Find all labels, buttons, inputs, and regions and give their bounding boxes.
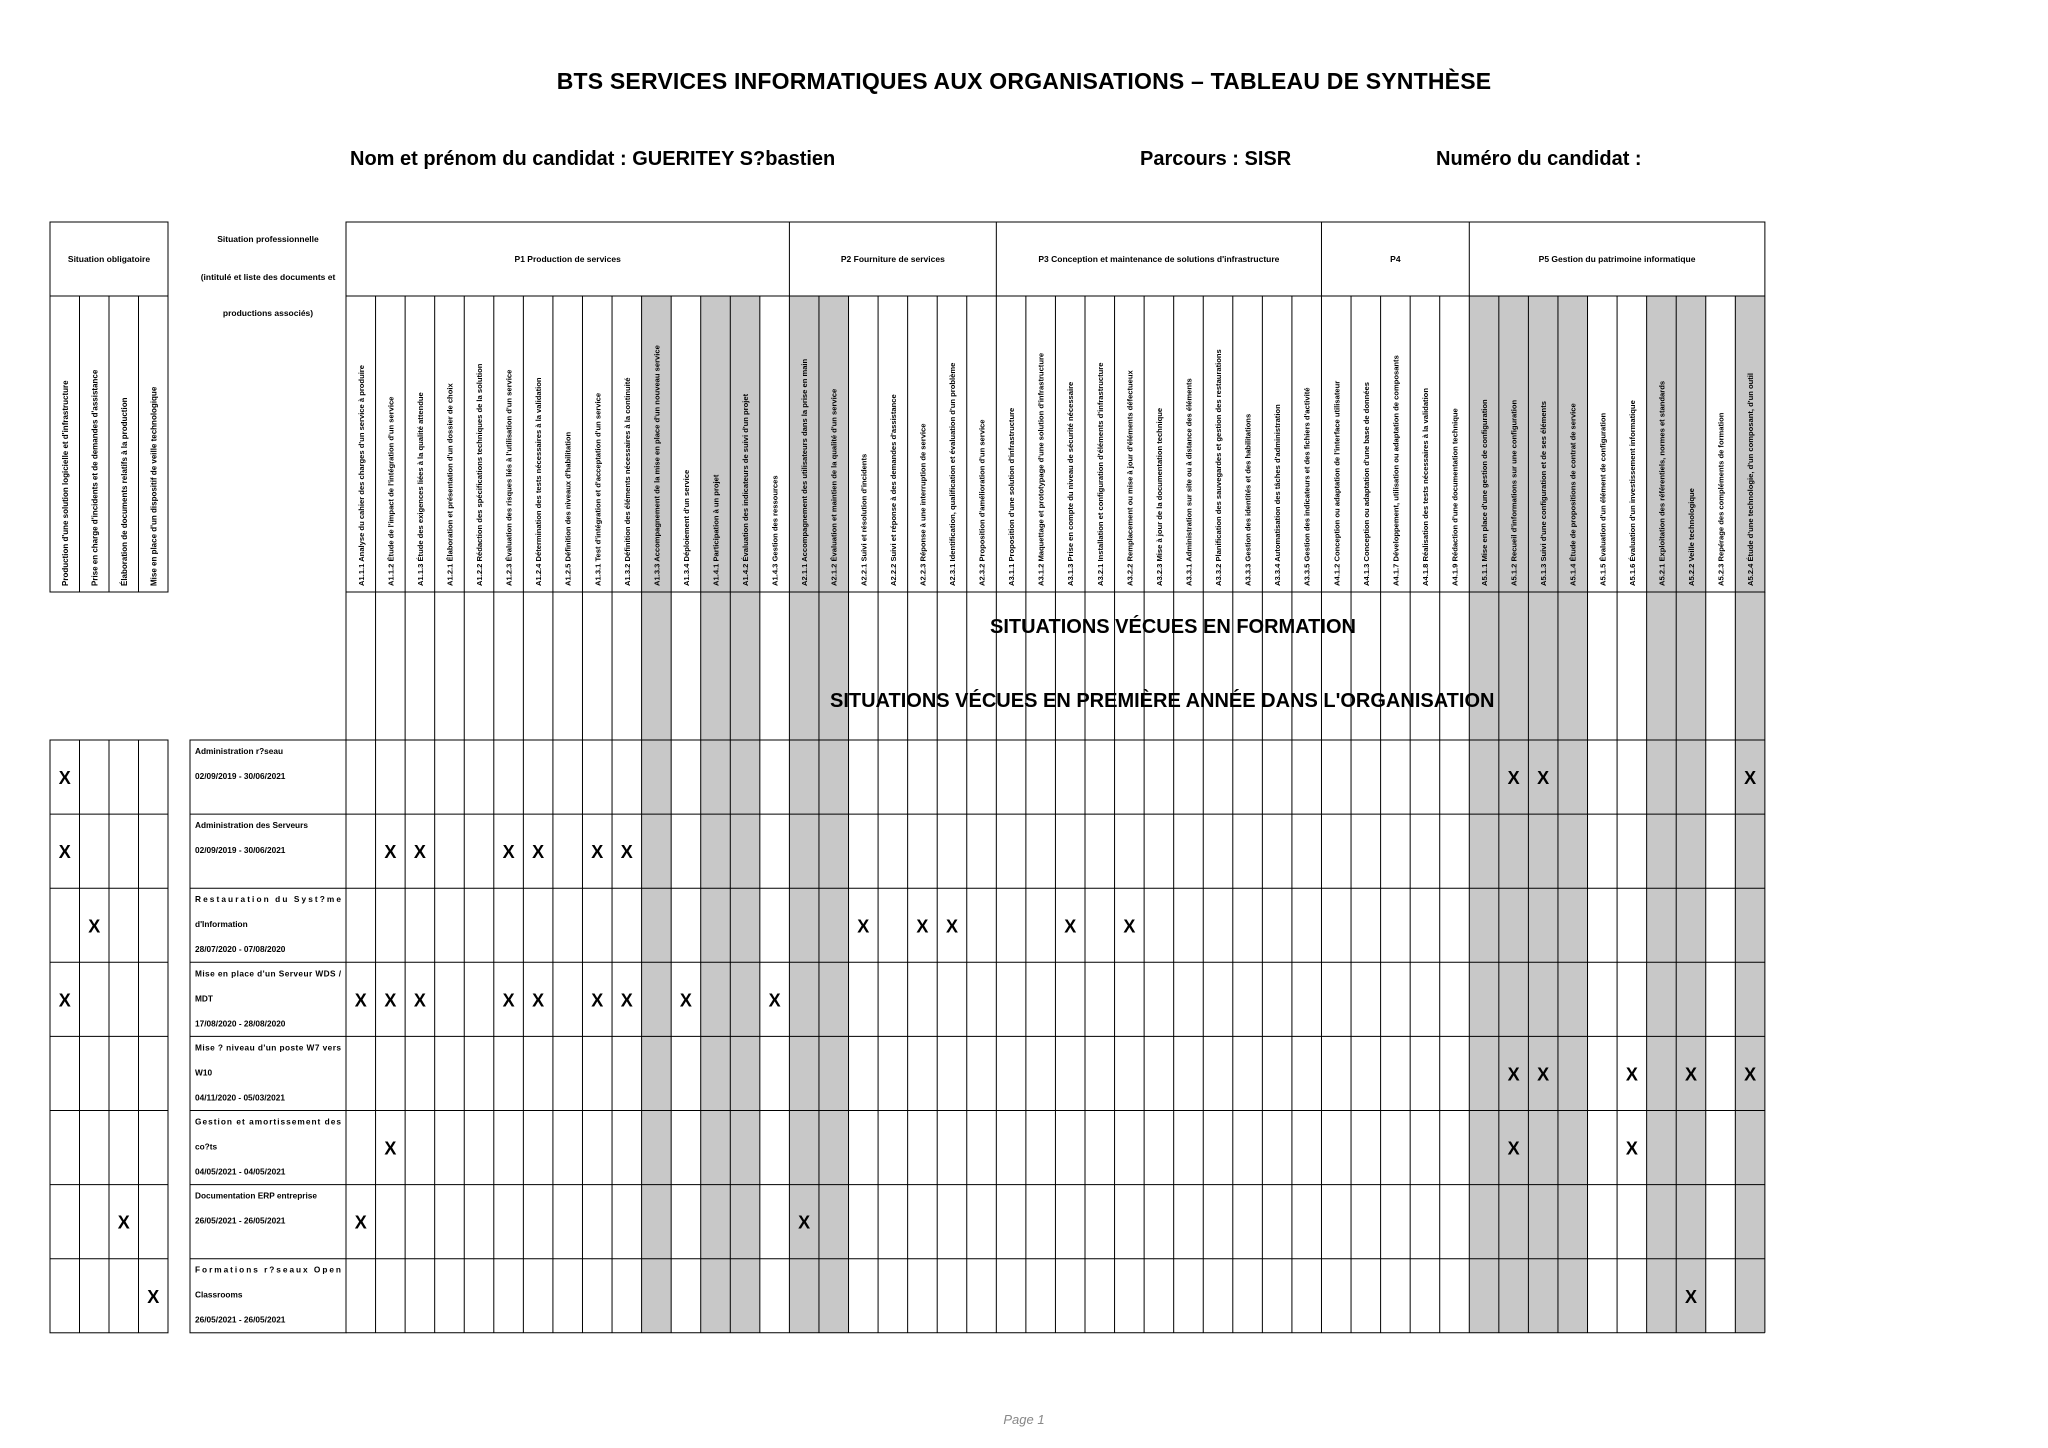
page-title: BTS SERVICES INFORMATIQUES AUX ORGANISATIONS – TABLEAU DE SYNTHÈSE bbox=[556, 68, 1492, 94]
competency-mark: X bbox=[1123, 916, 1136, 937]
situation-title: Restauration du Syst?me bbox=[195, 894, 341, 905]
competency-mark: X bbox=[798, 1212, 811, 1233]
competency-mark: X bbox=[1744, 1064, 1757, 1085]
candidate-number: Numéro du candidat : bbox=[1436, 148, 1642, 170]
competency-mark: X bbox=[413, 990, 426, 1011]
competency-label: A2.1.2 Évaluation et maintien de la qualité d'un service bbox=[829, 388, 839, 586]
competency-label: A1.2.4 Détermination des tests nécessaires à la validation bbox=[534, 377, 544, 586]
competency-mark: X bbox=[1064, 916, 1077, 937]
competency-mark: X bbox=[413, 842, 426, 863]
competency-label: A2.1.1 Accompagnement des utilisateurs dans la prise en main bbox=[800, 358, 810, 586]
competency-mark: X bbox=[679, 990, 692, 1011]
situation-header-line: productions associés) bbox=[222, 308, 314, 318]
candidate-name: Nom et prénom du candidat : GUERITEY S?bastien bbox=[350, 148, 836, 170]
competency-mark: X bbox=[502, 990, 515, 1011]
situation-dates: 02/09/2019 - 30/06/2021 bbox=[195, 771, 286, 781]
competency-mark: X bbox=[384, 1138, 397, 1159]
competency-label: A5.1.4 Étude de propositions de contrat de service bbox=[1568, 403, 1578, 586]
process-group-header: P2 Fourniture de services bbox=[840, 254, 945, 264]
competency-label: A3.2.3 Mise à jour de la documentation technique bbox=[1154, 407, 1164, 586]
competency-mark: X bbox=[768, 990, 781, 1011]
situation-dates: 26/05/2021 - 26/05/2021 bbox=[195, 1215, 286, 1226]
situation-title: Classrooms bbox=[195, 1289, 243, 1300]
competency-mark: X bbox=[916, 916, 929, 937]
competency-label: A1.2.3 Évaluation des risques liés à l'utilisation d'un service bbox=[504, 369, 514, 586]
competency-mark: X bbox=[1684, 1286, 1697, 1307]
competency-mark: X bbox=[354, 1212, 367, 1233]
competency-mark: X bbox=[532, 990, 545, 1011]
mandatory-column-label: Mise en place d'un dispositif de veille technologique bbox=[149, 386, 159, 586]
competency-label: A5.2.4 Étude d'une technologie, d'un composant, d'un outil bbox=[1746, 373, 1756, 586]
competency-label: A5.1.2 Recueil d'informations sur une configuration bbox=[1509, 399, 1519, 586]
competency-mark: X bbox=[620, 842, 633, 863]
competency-label: A4.1.8 Réalisation des tests nécessaires à la validation bbox=[1420, 388, 1430, 586]
competency-label: A4.1.2 Conception ou adaptation de l'interface utilisateur bbox=[1332, 380, 1342, 586]
competency-label: A4.1.7 Développement, utilisation ou adaptation de composants bbox=[1391, 355, 1401, 586]
situation-dates: 04/05/2021 - 04/05/2021 bbox=[195, 1166, 286, 1177]
competency-mark: X bbox=[384, 842, 397, 863]
situation-title: Administration des Serveurs bbox=[195, 820, 308, 831]
competency-mark: X bbox=[591, 990, 604, 1011]
competency-label: A3.3.4 Automatisation des tâches d'administration bbox=[1273, 404, 1283, 586]
situation-dates: 04/11/2020 - 05/03/2021 bbox=[195, 1092, 285, 1103]
process-group-header: P1 Production de services bbox=[514, 254, 621, 264]
competency-label: A1.1.3 Étude des exigences liées à la qualité attendue bbox=[415, 392, 425, 586]
section-title-first-year: SITUATIONS VÉCUES EN PREMIÈRE ANNÉE DANS L'ORGANISATION bbox=[830, 690, 1495, 712]
competency-mark: X bbox=[1507, 768, 1520, 789]
competency-label: A5.1.1 Mise en place d'une gestion de configuration bbox=[1480, 399, 1490, 586]
mandatory-mark: X bbox=[117, 1212, 130, 1233]
mandatory-mark: X bbox=[58, 842, 71, 863]
competency-label: A3.2.2 Remplacement ou mise à jour d'éléments défectueux bbox=[1125, 370, 1135, 586]
situation-title: Administration r?seau bbox=[195, 746, 284, 756]
competency-mark: X bbox=[945, 916, 958, 937]
competency-label: A5.1.5 Évaluation d'un élément de configuration bbox=[1598, 412, 1608, 586]
competency-label: A5.2.2 Veille technologique bbox=[1686, 488, 1696, 586]
mandatory-column-label: Prise en charge d'incidents et de demandes d'assistance bbox=[90, 369, 100, 586]
competency-label: A3.1.1 Proposition d'une solution d'infrastructure bbox=[1007, 407, 1017, 586]
mandatory-column-label: Élaboration de documents relatifs à la production bbox=[119, 397, 129, 586]
competency-mark: X bbox=[354, 990, 367, 1011]
competency-label: A1.2.1 Élaboration et présentation d'un dossier de choix bbox=[445, 383, 455, 586]
situation-header-line: (intitulé et liste des documents et bbox=[200, 272, 336, 282]
competency-label: A1.4.3 Gestion des ressources bbox=[770, 475, 780, 586]
competency-label: A4.1.9 Rédaction d'une documentation technique bbox=[1450, 408, 1460, 586]
candidate-track: Parcours : SISR bbox=[1140, 148, 1292, 170]
situation-title: Gestion et amortissement des bbox=[195, 1116, 341, 1127]
competency-label: A5.1.6 Évaluation d'un investissement informatique bbox=[1627, 400, 1637, 586]
competency-label: A2.3.2 Proposition d'amélioration d'un service bbox=[977, 419, 987, 586]
situation-dates: 17/08/2020 - 28/08/2020 bbox=[195, 1018, 286, 1029]
competency-label: A1.4.2 Évaluation des indicateurs de suivi d'un projet bbox=[741, 393, 751, 586]
competency-label: A1.1.2 Étude de l'impact de l'intégration d'un service bbox=[386, 396, 396, 586]
competency-label: A4.1.3 Conception ou adaptation d'une base de données bbox=[1361, 382, 1371, 586]
mandatory-mark: X bbox=[58, 768, 71, 789]
competency-label: A1.3.2 Définition des éléments nécessaires à la continuité bbox=[622, 377, 632, 586]
situation-title: Documentation ERP entreprise bbox=[195, 1190, 318, 1201]
process-group-header: P4 bbox=[1390, 254, 1401, 264]
competency-label: A3.3.5 Gestion des indicateurs et des fichiers d'activité bbox=[1302, 387, 1312, 586]
competency-label: A2.2.2 Suivi et réponse à des demandes d'assistance bbox=[888, 394, 898, 586]
situation-dates: 26/05/2021 - 26/05/2021 bbox=[195, 1314, 286, 1325]
competency-mark: X bbox=[384, 990, 397, 1011]
competency-label: A3.3.1 Administration sur site ou à distance des éléments bbox=[1184, 378, 1194, 586]
process-group-header: P5 Gestion du patrimoine informatique bbox=[1538, 254, 1696, 264]
competency-label: A1.3.1 Test d'intégration et d'acceptation d'un service bbox=[593, 392, 603, 586]
competency-mark: X bbox=[1625, 1138, 1638, 1159]
competency-label: A5.2.3 Repérage des compléments de formation bbox=[1716, 412, 1726, 586]
competency-label: A2.2.1 Suivi et résolution d'incidents bbox=[859, 453, 869, 586]
mandatory-mark: X bbox=[88, 916, 101, 937]
situation-dates: 28/07/2020 - 07/08/2020 bbox=[195, 944, 286, 955]
competency-mark: X bbox=[857, 916, 870, 937]
situation-title: co?ts bbox=[195, 1141, 218, 1152]
mandatory-group-header: Situation obligatoire bbox=[67, 254, 151, 264]
situation-title: MDT bbox=[195, 993, 213, 1004]
competency-label: A1.2.5 Définition des niveaux d'habilitation bbox=[563, 431, 573, 586]
mandatory-mark: X bbox=[147, 1286, 160, 1307]
competency-mark: X bbox=[620, 990, 633, 1011]
competency-mark: X bbox=[1507, 1138, 1520, 1159]
competency-mark: X bbox=[1537, 1064, 1550, 1085]
competency-mark: X bbox=[1537, 768, 1550, 789]
competency-label: A3.1.3 Prise en compte du niveau de sécurité nécessaire bbox=[1066, 381, 1076, 586]
competency-label: A3.2.1 Installation et configuration d'éléments d'infrastructure bbox=[1095, 362, 1105, 586]
competency-label: A5.2.1 Exploitation des référentiels, normes et standards bbox=[1657, 380, 1667, 586]
competency-label: A1.1.1 Analyse du cahier des charges d'un service à produire bbox=[356, 365, 366, 586]
mandatory-column-label: Production d'une solution logicielle et d'infrastructure bbox=[60, 380, 70, 586]
competency-label: A3.1.2 Maquettage et prototypage d'une solution d'infrastructure bbox=[1036, 352, 1046, 586]
competency-label: A2.2.3 Réponse à une interruption de service bbox=[918, 423, 928, 586]
situation-title: Mise en place d'un Serveur WDS / bbox=[195, 968, 341, 979]
situation-title: Mise ? niveau d'un poste W7 vers bbox=[195, 1042, 341, 1053]
page-footer: Page 1 bbox=[1003, 1412, 1045, 1427]
situation-header-line: Situation professionnelle bbox=[217, 234, 319, 244]
competency-label: A5.1.3 Suivi d'une configuration et de ses éléments bbox=[1539, 401, 1549, 586]
competency-mark: X bbox=[1625, 1064, 1638, 1085]
situation-title: d'Information bbox=[195, 919, 248, 930]
situation-title: Formations r?seaux Open bbox=[195, 1264, 341, 1275]
competency-label: A1.3.4 Déploiement d'un service bbox=[681, 469, 691, 586]
process-group-header: P3 Conception et maintenance de solutions d'infrastructure bbox=[1038, 254, 1280, 264]
competency-mark: X bbox=[532, 842, 545, 863]
section-title-formation: SITUATIONS VÉCUES EN FORMATION bbox=[990, 616, 1356, 638]
competency-mark: X bbox=[502, 842, 515, 863]
competency-label: A3.3.2 Planification des sauvegardes et gestion des restaurations bbox=[1214, 349, 1224, 586]
competency-mark: X bbox=[1684, 1064, 1697, 1085]
competency-label: A2.3.1 Identification, qualification et évaluation d'un problème bbox=[947, 362, 957, 586]
competency-mark: X bbox=[591, 842, 604, 863]
competency-mark: X bbox=[1744, 768, 1757, 789]
competency-mark: X bbox=[1507, 1064, 1520, 1085]
competency-label: A3.3.3 Gestion des identités et des habilitations bbox=[1243, 413, 1253, 586]
situation-dates: 02/09/2019 - 30/06/2021 bbox=[195, 845, 286, 856]
competency-label: A1.4.1 Participation à un projet bbox=[711, 474, 721, 586]
mandatory-mark: X bbox=[58, 990, 71, 1011]
situation-title: W10 bbox=[195, 1067, 213, 1078]
competency-label: A1.3.3 Accompagnement de la mise en place d'un nouveau service bbox=[652, 345, 662, 586]
competency-label: A1.2.2 Rédaction des spécifications techniques de la solution bbox=[475, 363, 485, 586]
